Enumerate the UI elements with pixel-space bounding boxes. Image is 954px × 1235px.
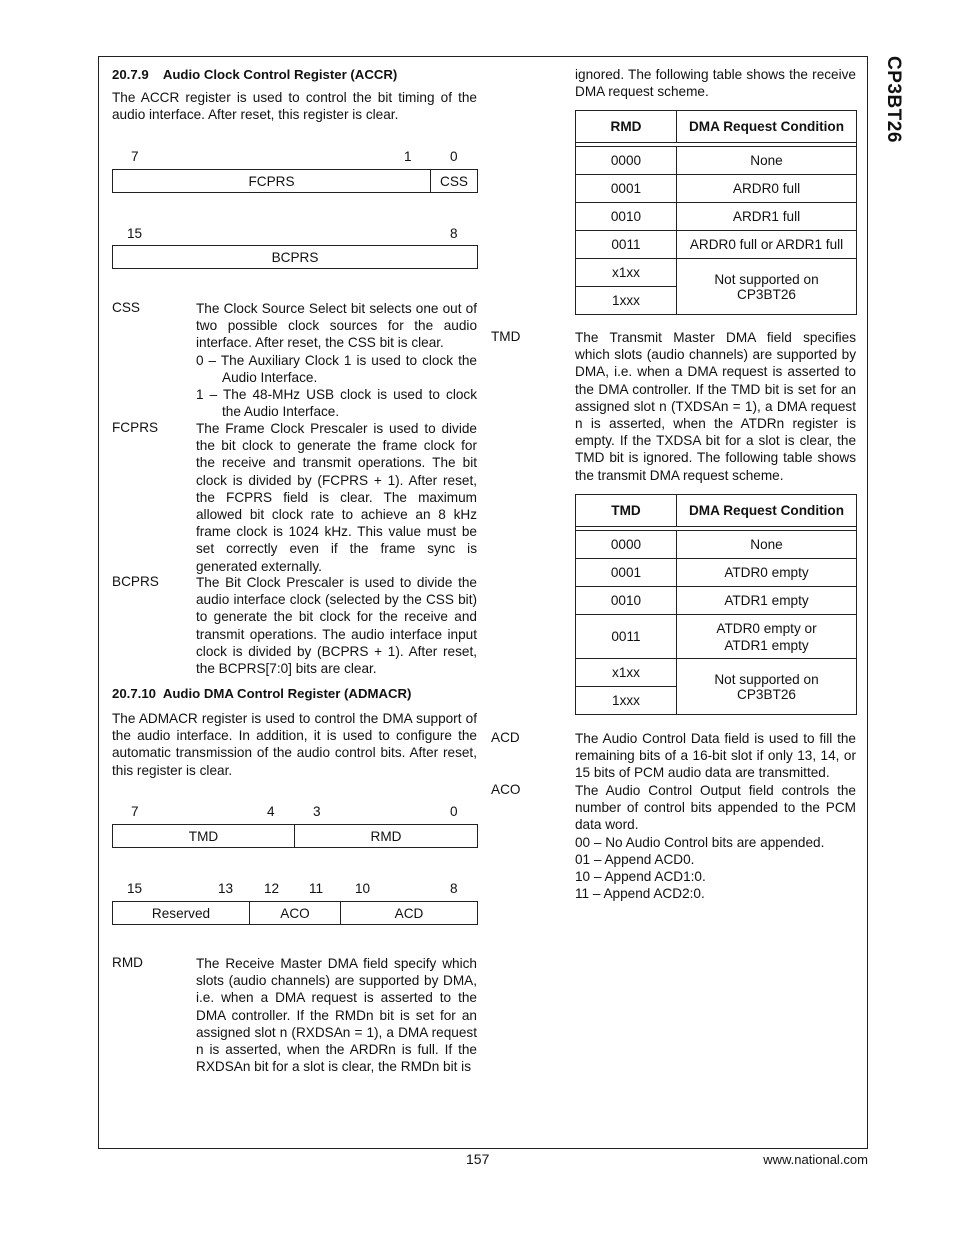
def-term: TMD xyxy=(491,329,521,344)
accr-register-low xyxy=(112,169,478,193)
table-header: TMD xyxy=(576,495,677,527)
bit-number: 4 xyxy=(267,804,275,819)
def-rmd: The Receive Master DMA field specify which slots (audio channels) are supported by DMA, i.e. when a DMA request is asserted to the DMA controller. If the RMDn bit is set for an assigned slot n (RXDSAn = 1), a DMA request n is asserted, when the ARDRn is full. If the RXDSAn bit for a slot is clear, the RMDn bit is xyxy=(196,956,477,1075)
footer-url: www.national.com xyxy=(763,1152,868,1167)
def-aco xyxy=(575,782,856,902)
table-cell: 0010 xyxy=(576,587,677,615)
field-fcprs: FCPRS xyxy=(113,170,431,192)
side-title: CP3BT26 xyxy=(883,56,904,143)
table-header: DMA Request Condition xyxy=(677,111,857,143)
table-header: DMA Request Condition xyxy=(677,495,857,527)
def-option: 0 – The Auxiliary Clock 1 is used to clock the Audio Interface. xyxy=(196,352,477,385)
admacr-register-high xyxy=(112,901,478,925)
accr-register-high xyxy=(112,245,478,269)
table-row xyxy=(576,231,857,259)
table-cell: Not supported on CP3BT26 xyxy=(677,259,857,315)
table-cell: 0001 xyxy=(576,175,677,203)
bit-number: 13 xyxy=(218,881,234,896)
bit-number: 15 xyxy=(127,226,143,241)
table-row xyxy=(576,175,857,203)
table-cell: 0011 xyxy=(576,231,677,259)
table-row xyxy=(576,147,857,175)
admacr-heading: 20.7.10 Audio DMA Control Register (ADMACR) xyxy=(112,686,412,701)
table-cell: ATDR0 empty xyxy=(677,559,857,587)
bit-number: 1 xyxy=(404,149,412,164)
def-css xyxy=(196,300,477,420)
def-option: 10 – Append ACD1:0. xyxy=(575,869,706,885)
table-cell: Not supported on CP3BT26 xyxy=(677,659,857,715)
def-text: The Clock Source Select bit selects one out of two possible clock sources for the audio interface. After reset, the CSS bit is clear. xyxy=(196,301,477,351)
def-option: 11 – Append ACD2:0. xyxy=(575,886,705,902)
accr-intro: The ACCR register is used to control the bit timing of the audio interface. After reset, this register is clear. xyxy=(112,90,477,123)
table-header-row xyxy=(576,111,857,143)
table-cell: 0011 xyxy=(576,615,677,659)
def-option: 01 – Append ACD0. xyxy=(575,851,695,867)
def-option: 00 – No Audio Control bits are appended. xyxy=(575,834,825,850)
table-row xyxy=(576,559,857,587)
page-number: 157 xyxy=(466,1151,490,1167)
def-term: CSS xyxy=(112,300,140,315)
bit-number: 7 xyxy=(131,149,139,164)
bit-number: 0 xyxy=(450,149,458,164)
table-cell: ARDR1 full xyxy=(677,203,857,231)
bit-number: 8 xyxy=(450,881,458,896)
accr-heading: 20.7.9 Audio Clock Control Register (ACCR) xyxy=(112,67,398,82)
def-acd: The Audio Control Data field is used to fill the remaining bits of a 16-bit slot if only 13, 14, or 15 bits of PCM audio data are transmitted. xyxy=(575,731,856,781)
table-cell: 0001 xyxy=(576,559,677,587)
table-cell: 0010 xyxy=(576,203,677,231)
table-cell: 0000 xyxy=(576,531,677,559)
table-cell: ATDR0 empty or ATDR1 empty xyxy=(677,615,857,659)
table-row xyxy=(576,659,857,687)
bit-number: 3 xyxy=(313,804,321,819)
rmd-continued: ignored. The following table shows the receive DMA request scheme. xyxy=(575,67,856,100)
admacr-intro: The ADMACR register is used to control the DMA support of the audio interface. In addition, it is used to configure the automatic transmission of the audio control bits. After reset, this register is clear. xyxy=(112,711,477,778)
tmd-table xyxy=(575,494,857,715)
def-term: BCPRS xyxy=(112,574,159,589)
table-header: RMD xyxy=(576,111,677,143)
table-cell: ARDR0 full or ARDR1 full xyxy=(677,231,857,259)
table-header-row xyxy=(576,495,857,527)
def-bcprs: The Bit Clock Prescaler is used to divide the audio interface clock (selected by the CSS bit) to generate the bit clock for the receive and transmit operations. The audio interface input clock is divided by (BCPRS + 1). After reset, the BCPRS[7:0] bits are clear. xyxy=(196,575,477,677)
field-acd: ACD xyxy=(394,905,424,921)
table-row xyxy=(576,259,857,287)
bit-number: 12 xyxy=(264,881,280,896)
def-term: FCPRS xyxy=(112,420,159,435)
table-row xyxy=(576,203,857,231)
def-term: RMD xyxy=(112,955,143,970)
table-cell: x1xx xyxy=(576,259,677,287)
field-css: CSS xyxy=(440,173,468,189)
rmd-table xyxy=(575,110,857,315)
bit-number: 15 xyxy=(127,881,143,896)
table-cell: None xyxy=(677,147,857,175)
field-rmd: RMD xyxy=(370,828,402,844)
table-cell: ARDR0 full xyxy=(677,175,857,203)
def-term: ACD xyxy=(491,730,520,745)
bit-number: 7 xyxy=(131,804,139,819)
table-row xyxy=(576,531,857,559)
table-row xyxy=(576,615,857,659)
bit-number: 10 xyxy=(355,881,371,896)
def-fcprs: The Frame Clock Prescaler is used to divide the bit clock to generate the frame clock for the receive and transmit operations. The bit clock is divided by (FCPRS + 1). After reset, the FCPRS field is clear. The maximum allowed bit clock rate to achieve an 8 kHz frame clock is 1024 kHz. This value must be set correctly even if the frame sync is generated externally. xyxy=(196,421,477,574)
field-aco: ACO xyxy=(250,902,341,924)
def-text: The Audio Control Output field controls the number of control bits appended to the PCM data word. xyxy=(575,783,856,833)
table-cell: 0000 xyxy=(576,147,677,175)
bit-number: 8 xyxy=(450,226,458,241)
field-reserved: Reserved xyxy=(113,902,250,924)
field-tmd: TMD xyxy=(113,825,295,847)
table-cell: 1xxx xyxy=(576,287,677,315)
bit-number: 11 xyxy=(309,881,324,896)
table-cell: x1xx xyxy=(576,659,677,687)
def-term: ACO xyxy=(491,782,521,797)
def-option: 1 – The 48-MHz USB clock is used to clock the Audio Interface. xyxy=(196,387,477,420)
table-cell: 1xxx xyxy=(576,687,677,715)
admacr-register-low xyxy=(112,824,478,848)
table-cell: ATDR1 empty xyxy=(677,587,857,615)
table-row xyxy=(576,587,857,615)
field-bcprs: BCPRS xyxy=(271,249,319,265)
def-tmd: The Transmit Master DMA field specifies which slots (audio channels) are supported by DMA, i.e. when a DMA request is asserted to the DMA controller. If the TMD bit is set for an assigned slot n (TXDSAn = 1), a DMA request n is asserted, when the ATDRn register is empty. If the TXDSA bit for a slot is clear, the TMD bit is ignored. The following table shows the transmit DMA request scheme. xyxy=(575,330,856,483)
table-cell: None xyxy=(677,531,857,559)
bit-number: 0 xyxy=(450,804,458,819)
